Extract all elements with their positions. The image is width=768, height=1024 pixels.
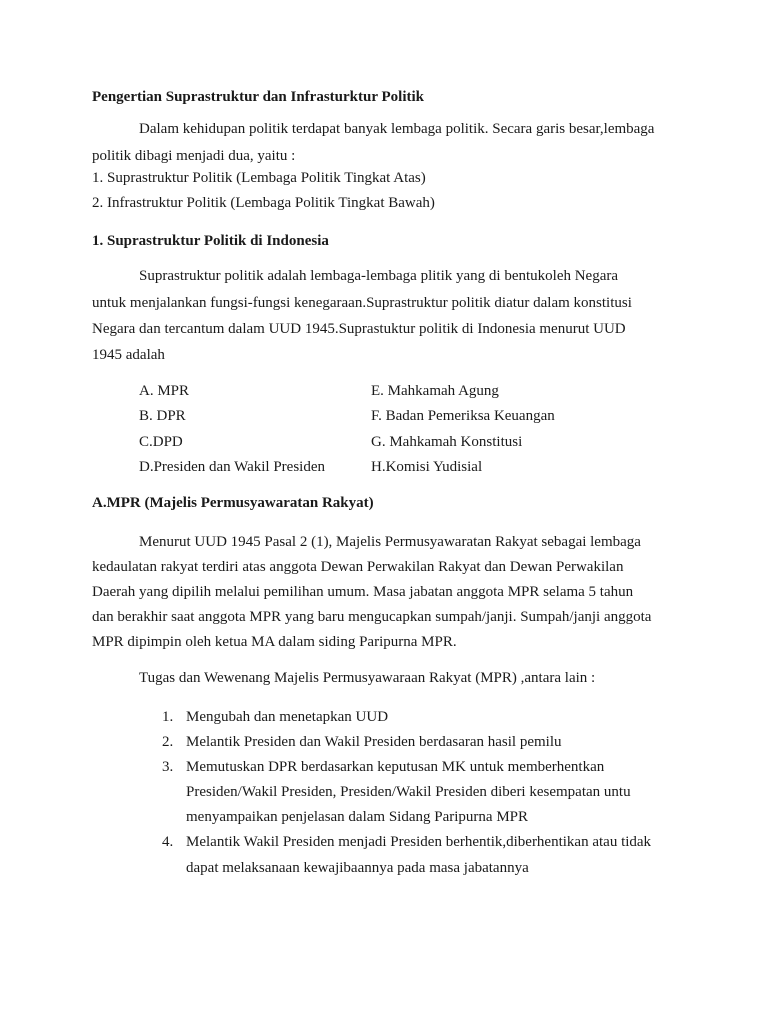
sectionA-para-line: Menurut UUD 1945 Pasal 2 (1), Majelis Permusyawaratan Rakyat sebagai lembaga [139, 534, 641, 550]
duty-number: 3. [162, 759, 174, 775]
sectionA-heading: A.MPR (Majelis Permusyawaratan Rakyat) [92, 495, 374, 511]
sectionA-para-line: MPR dipimpin oleh ketua MA dalam siding Paripurna MPR. [92, 634, 457, 650]
duty-text: Memutuskan DPR berdasarkan keputusan MK untuk memberhentkan [186, 759, 605, 775]
duty-text: menyampaikan penjelasan dalam Sidang Paripurna MPR [186, 809, 529, 825]
sectionA-para-line: kedaulatan rakyat terdiri atas anggota Dewan Perwakilan Rakyat dan Dewan Perwakilan [92, 559, 624, 575]
duty-text: dapat melaksanaan kewajibaannya pada masa jabatannya [186, 860, 529, 876]
institution-item: C.DPD [139, 434, 183, 450]
duties-intro: Tugas dan Wewenang Majelis Permusyawaraan Rakyat (MPR) ,antara lain : [139, 670, 596, 686]
section1-heading: 1. Suprastruktur Politik di Indonesia [92, 233, 329, 249]
duty-number: 1. [162, 709, 174, 725]
sectionA-para-line: Daerah yang dipilih melalui pemilihan umum. Masa jabatan anggota MPR selama 5 tahun [92, 584, 634, 600]
intro-item-1: 1. Suprastruktur Politik (Lembaga Politik Tingkat Atas) [92, 170, 426, 186]
intro-line-1: Dalam kehidupan politik terdapat banyak lembaga politik. Secara garis besar,lembaga [139, 121, 655, 137]
intro-item-2: 2. Infrastruktur Politik (Lembaga Politik Tingkat Bawah) [92, 195, 435, 211]
section1-para-line: Suprastruktur politik adalah lembaga-lembaga plitik yang di bentukoleh Negara [139, 268, 619, 284]
duty-text: Melantik Wakil Presiden menjadi Presiden berhentik,diberhentikan atau tidak [186, 834, 652, 850]
duty-text: Melantik Presiden dan Wakil Presiden berdasaran hasil pemilu [186, 734, 562, 750]
section1-para-line: untuk menjalankan fungsi-fungsi kenegaraan.Suprastruktur politik diatur dalam konstitusi [92, 295, 632, 311]
institution-item: G. Mahkamah Konstitusi [371, 434, 523, 450]
duty-number: 4. [162, 834, 174, 850]
document-title: Pengertian Suprastruktur dan Infrasturktur Politik [92, 89, 424, 105]
institution-item: H.Komisi Yudisial [371, 459, 483, 475]
section1-para-line: 1945 adalah [92, 347, 165, 363]
intro-line-2: politik dibagi menjadi dua, yaitu : [92, 148, 296, 164]
institution-item: D.Presiden dan Wakil Presiden [139, 459, 325, 475]
duty-number: 2. [162, 734, 174, 750]
institution-item: E. Mahkamah Agung [371, 383, 499, 399]
duty-text: Mengubah dan menetapkan UUD [186, 709, 389, 725]
institution-item: A. MPR [139, 383, 190, 399]
duty-text: Presiden/Wakil Presiden, Presiden/Wakil Presiden diberi kesempatan untu [186, 784, 631, 800]
institution-item: B. DPR [139, 408, 186, 424]
section1-para-line: Negara dan tercantum dalam UUD 1945.Suprastuktur politik di Indonesia menurut UUD [92, 321, 626, 337]
sectionA-para-line: dan berakhir saat anggota MPR yang baru mengucapkan sumpah/janji. Sumpah/janji anggota [92, 609, 652, 625]
institution-item: F. Badan Pemeriksa Keuangan [371, 408, 555, 424]
